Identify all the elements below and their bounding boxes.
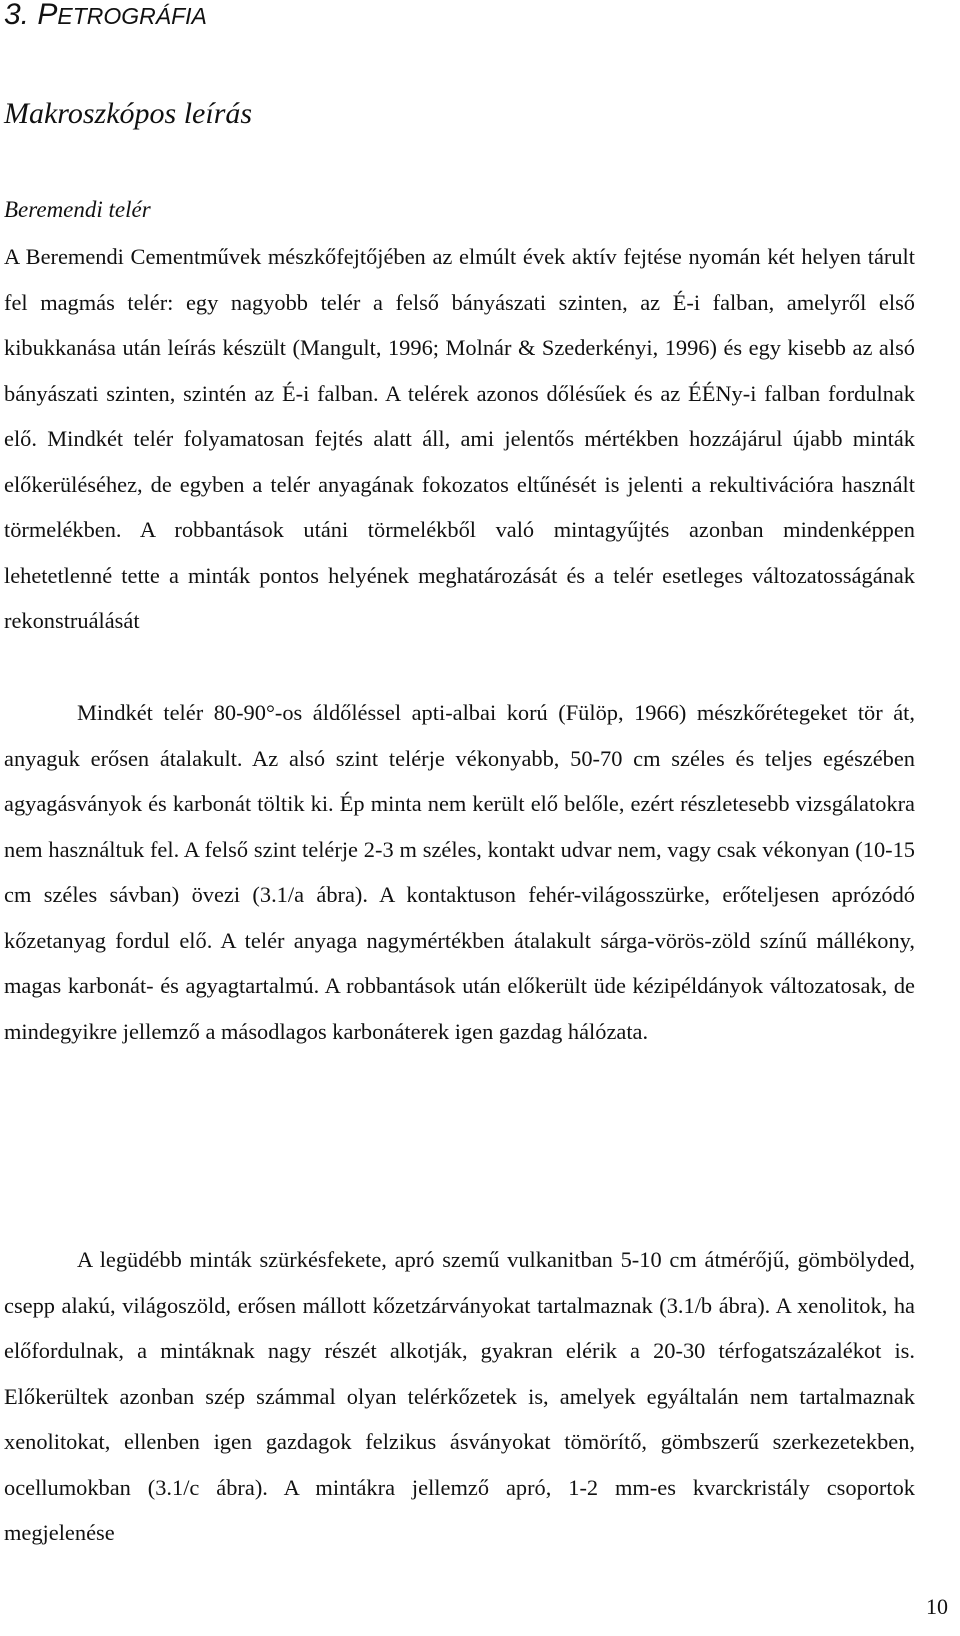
paragraph-1: A Beremendi Cementművek mészkőfejtőjében az elmúlt évek aktív fejtése nyomán két helyen tárult fel magmás telér: egy nagyobb telér a felső bányászati szinten, az É-i falban, amelyről első kibukkanása után leírás készült (Mangult, 1996; Molnár & Szederkényi, 1996) és egy kisebb az alsó bányászati szinten, szintén az É-i falban. A telérek azonos dőlésűek és az ÉÉNy-i falban fordulnak elő. Mindkét telér folyamatosan fejtés alatt áll, ami jelentős mértékben hozzájárul újabb minták előkerüléséhez, de egyben a telér anyagának fokozatos eltűnését is jelenti a rekultivációra használt törmelékben. A robbantások utáni törmelékből való mintagyűjtés azonban mindenképpen lehetetlenné tette a minták pontos helyének meghatározását és a telér esetleges változatosságának rekonstruálását (4, 244, 915, 633)
chapter-title-rest: ETROGRÁFIA (57, 3, 207, 29)
chapter-title-initial: P (37, 0, 58, 31)
section-title: Makroszkópos leírás (4, 97, 253, 130)
chapter-number: 3. (4, 0, 30, 31)
chapter-title (4, 0, 207, 37)
page-number: 10 (926, 1594, 948, 1619)
paragraph-3: A legüdébb minták szürkésfekete, apró szemű vulkanitban 5-10 cm átmérőjű, gömbölyded, csepp alakú, világoszöld, erősen mállott kőzetzárványokat tartalmaznak (3.1/b ábra). A xenolitok, ha előfordulnak, a mintáknak nagy részét alkotják, gyakran elérik a 20-30 térfogatszázalékot is. Előkerültek azonban szép számmal olyan telérkőzetek is, amelyek egyáltalán nem tartalmaznak xenolitokat, ellenben igen gazdagok felzikus ásványokat tömörítő, gömbszerű szerkezetekben, ocellumokban (3.1/c ábra). A mintákra jellemző apró, 1-2 mm-es kvarckristály csoportok megjelenése (4, 1247, 915, 1545)
subsection-title: Beremendi telér (4, 197, 151, 222)
paragraph-2: Mindkét telér 80-90°-os áldőléssel apti-albai korú (Fülöp, 1966) mészkőrétegeket tör át, anyaguk erősen átalakult. Az alsó szint telérje vékonyabb, 50-70 cm széles és teljes egészében agyagásványok és karbonát töltik ki. Ép minta nem került elő belőle, ezért részletesebb vizsgálatokra nem használtuk fel. A felső szint telérje 2-3 m széles, kontakt udvar nem, vagy csak vékonyan (10-15 cm széles sávban) övezi (3.1/a ábra). A kontaktuson fehér-világosszürke, erőteljesen aprózódó kőzetanyag fordul elő. A telér anyaga nagymértékben átalakult sárga-vörös-zöld színű mállékony, magas karbonát- és agyagtartalmú. A robbantások után előkerült üde kézipéldányok változatosak, de mindegyikre jellemző a másodlagos karbonáterek igen gazdag hálózata. (4, 700, 915, 1044)
